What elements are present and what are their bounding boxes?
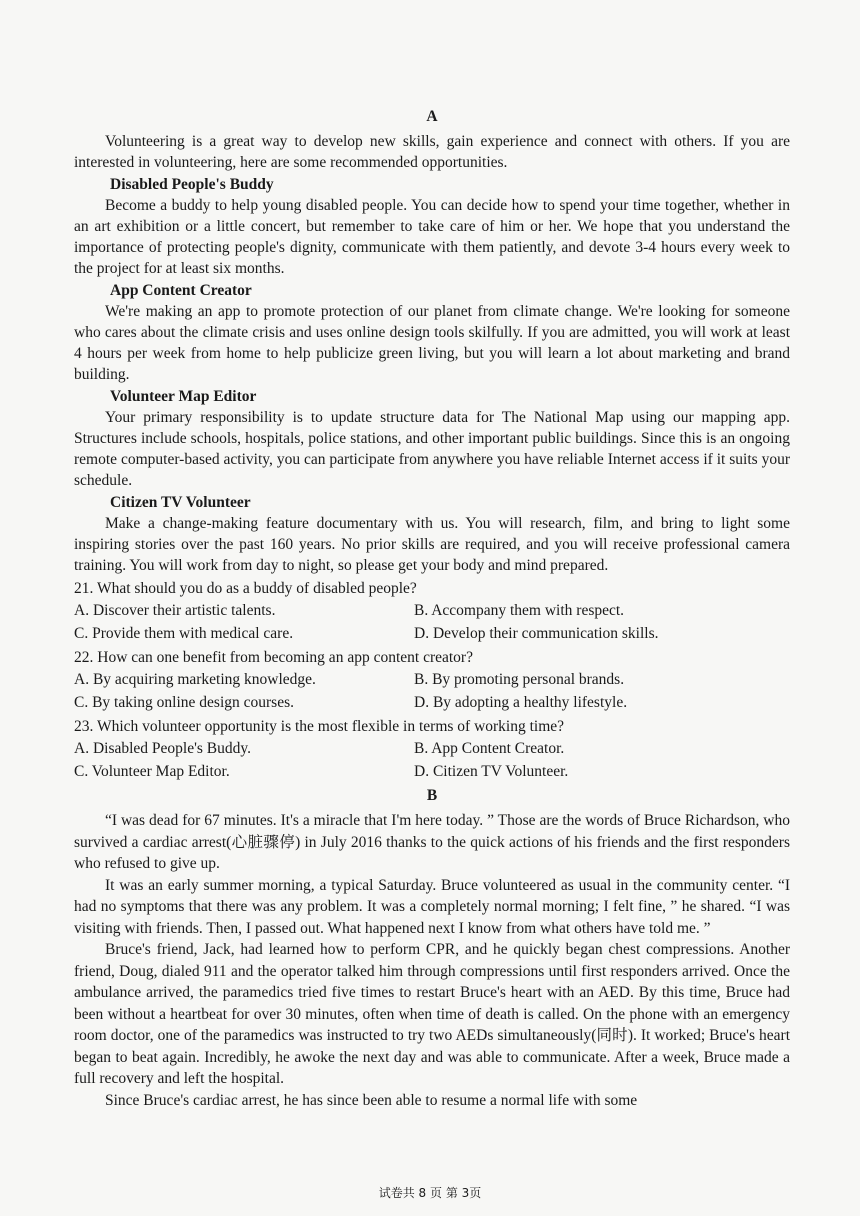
page-footer: 试卷共 8 页 第 3页: [378, 1186, 482, 1200]
section-a-title: A: [426, 108, 438, 125]
exam-page: [74, 104, 790, 1111]
item-heading: App Content Creator: [110, 282, 252, 299]
question-options: [74, 737, 790, 783]
section-b-body: [74, 810, 790, 1111]
option: D. Citizen TV Volunteer.: [414, 763, 569, 780]
option: A. Discover their artistic talents.: [74, 602, 276, 619]
option: B. Accompany them with respect.: [414, 602, 625, 619]
paragraph: “I was dead for 67 minutes. It's a miracle that I'm here today. ” Those are the words of Bruce Richardson, who survived a cardiac arrest(心脏骤停) in July 2016 thanks to the quick actions of his friends and the first responders who refused to give up.: [74, 812, 790, 872]
option: A. By acquiring marketing knowledge.: [74, 671, 316, 688]
paragraph: Since Bruce's cardiac arrest, he has since been able to resume a normal life with some: [105, 1091, 638, 1109]
option: D. Develop their communication skills.: [414, 625, 659, 642]
option: C. Provide them with medical care.: [74, 625, 294, 642]
option: D. By adopting a healthy lifestyle.: [414, 694, 628, 711]
option: A. Disabled People's Buddy.: [74, 740, 252, 757]
option: B. App Content Creator.: [414, 740, 565, 757]
item-body: Become a buddy to help young disabled people. You can decide how to spend your time together, whether in an art exhibition or a little concert, but remember to take care of him or her. We hope that you understand the importance of protecting people's dignity, communicate with them patiently, and devote 3-4 hours every week to the project for at least six months.: [74, 197, 790, 277]
question-stem: 21. What should you do as a buddy of disabled people?: [74, 580, 417, 597]
question-stem: 23. Which volunteer opportunity is the most flexible in terms of working time?: [74, 718, 565, 735]
option: B. By promoting personal brands.: [414, 671, 625, 688]
option: C. Volunteer Map Editor.: [74, 763, 230, 780]
item-body: We're making an app to promote protection of our planet from climate change. We're looking for someone who cares about the climate crisis and uses online design tools skilfully. If you are admitted, you will work at least 4 hours per week from home to help publicize green living, but you will learn a lot about marketing and brand building.: [74, 303, 790, 383]
paragraph: Bruce's friend, Jack, had learned how to perform CPR, and he quickly began chest compressions. Another friend, Doug, dialed 911 and the operator talked him through compressions until first responders arrived. Once the ambulance arrived, the paramedics tried five times to restart Bruce's heart with an AED. By this time, Bruce had been without a heartbeat for over 30 minutes, often when time of death is called. On the phone with an emergency room doctor, one of the paramedics was instructed to try two AEDs simultaneously(同时). It worked; Bruce's heart began to beat again. Incredibly, he awoke the next day and was able to communicate. After a week, Bruce made a full recovery and left the hospital.: [74, 941, 790, 1087]
item-body: Your primary responsibility is to update structure data for The National Map using our mapping app. Structures include schools, hospitals, police stations, and other important public buildings. Since this is an ongoing remote computer-based activity, you can participate from anywhere you have reliable Internet access if it suits your schedule.: [74, 409, 790, 489]
item-body: Make a change-making feature documentary with us. You will research, film, and bring to light some inspiring stories over the past 160 years. No prior skills are required, and you will receive professional camera training. You will work from day to night, so please get your body and mind prepared.: [74, 515, 790, 574]
paragraph: It was an early summer morning, a typical Saturday. Bruce volunteered as usual in the community center. “I had no symptoms that there was any problem. It was a completely normal morning; I felt fine, ” he shared. “I was visiting with friends. Then, I passed out. What happened next I know from what others have told me. ”: [74, 876, 790, 937]
item-heading: Disabled People's Buddy: [110, 176, 274, 193]
question-options: [74, 599, 790, 645]
question-options: [74, 668, 790, 714]
question-stem: 22. How can one benefit from becoming an app content creator?: [74, 649, 473, 666]
section-b-title: B: [426, 787, 438, 804]
item-heading: Volunteer Map Editor: [110, 388, 257, 405]
item-heading: Citizen TV Volunteer: [110, 494, 251, 511]
option: C. By taking online design courses.: [74, 694, 294, 711]
section-a-intro: Volunteering is a great way to develop new skills, gain experience and connect with others. If you are interested in volunteering, here are some recommended opportunities.: [74, 133, 790, 171]
